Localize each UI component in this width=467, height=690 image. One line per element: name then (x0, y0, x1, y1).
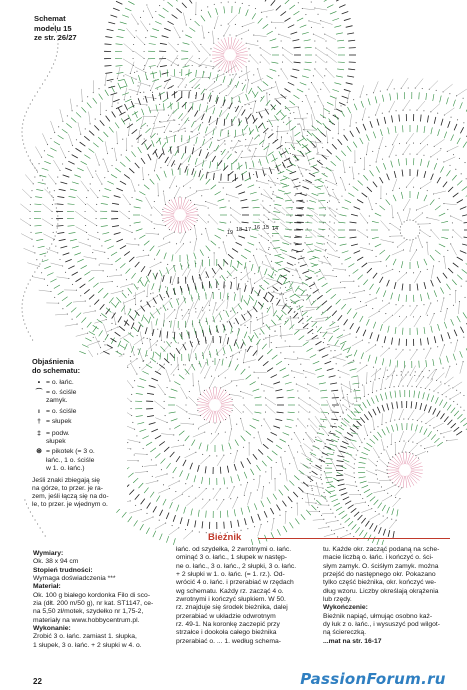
legend-note-line: zem, jeśli łączą się na do- (32, 493, 109, 501)
legend-title-line2: do schematu: (32, 366, 81, 375)
col2-line: wg schematu. Każdy rz. zacząć 4 o. (176, 587, 284, 595)
col2-line: strzałce i dookoła całego bieżnika (176, 629, 277, 637)
wykonczenie-line: Bieżnik napiąć, ułmując osobno każ- (323, 612, 433, 620)
legend-item-text: = o. łańc. (46, 379, 74, 386)
col2-line: rz. 49-1. Na koronkę zaczepić przy (176, 621, 280, 629)
legend-note-line: le, to przer. je wjednym o. (32, 501, 108, 509)
treble-crochet-icon: ‡ (37, 430, 41, 438)
legend-item-chain (32, 379, 127, 387)
section-rule (258, 538, 450, 539)
legend-item-text2: łańc., 1 o. ściśle (46, 456, 95, 464)
legend-item-slip-cont (32, 397, 127, 405)
page-number: 22 (33, 677, 42, 686)
legend-item-text2: słupek (46, 438, 66, 446)
picot-icon: ⊛ (36, 448, 42, 456)
footer-ref: ...mat na str. 16-17 (323, 637, 382, 645)
wykonczenie-label: Wykończenie: (323, 604, 368, 612)
legend-item-picot (32, 448, 127, 456)
stopien-label: Stopień trudności: (33, 566, 93, 574)
row-number-15: 15 (263, 225, 270, 231)
col3-line: przejść do następnego okr. Pokazano (323, 571, 436, 579)
legend-item-text: = słupek (46, 417, 72, 425)
wykonczenie-line: ną ściereczką. (323, 629, 367, 637)
wykonczenie-line: dy łuk z o. łańc., i wysuszyć pod wilgot- (323, 621, 441, 629)
legend-item-text: = pikotek (= 3 o. (46, 448, 95, 456)
wymiary-label: Wymiary: (33, 550, 64, 557)
col2-line: + 2 słupki w 1. o. łańc. (= 1. rz.). Od- (176, 571, 285, 579)
legend-item-text: = o. ściśle (46, 389, 77, 397)
schema-header-line1: Schemat (34, 14, 66, 23)
legend-item-text: = podw. (46, 430, 70, 438)
col2-line: wrócić 4 o. łańc. i przerabiać w rzędach (176, 579, 294, 587)
text-column-3 (323, 546, 463, 646)
crochet-motif (104, 0, 356, 181)
col3-line: macie liczbą o. łańc. i kończyć o. ści- (323, 554, 434, 562)
col2-line: ominąć 3 o. łańc., 1 słupek w następ- (176, 554, 288, 562)
legend-item-treble-cont (32, 438, 127, 446)
row-number-17: 17 (245, 227, 252, 233)
wymiary-value: Ok. 38 x 94 cm (33, 558, 79, 566)
legend-item-text3: w 1. o. łańc.) (46, 464, 85, 472)
schema-header (34, 14, 77, 43)
material-line: na 5,50 zł/motek, szydełko nr 1,75-2, (33, 608, 144, 616)
material-line: Ok. 100 g białego kordonka Filo di sco- (33, 591, 151, 599)
legend-item-picot-cont2 (32, 465, 127, 473)
legend-title-line1: Objaśnienia (32, 357, 74, 366)
col2-line: ne o. łańc., 3 o. łańc., 2 słupki, 3 o. łańc. (176, 562, 297, 570)
col2-line: przerabiać w układzie odwrotnym (176, 612, 276, 620)
legend-item-slip (32, 389, 127, 397)
col3-line: tylko część bieżnika, okr. kończyć we- (323, 579, 437, 587)
col2-line: przerabiać o. ... 1. według schema- (176, 637, 282, 645)
double-crochet-icon: † (37, 417, 41, 425)
row-number-16: 16 (254, 225, 261, 231)
legend-item-single (32, 408, 127, 416)
legend-item-treble (32, 430, 127, 438)
col3-line: dług wzoru. Liczby określają okrążenia (323, 587, 439, 595)
wykonanie-line: 1 słupek, 3 o. łańc. + 2 słupki w 4. o. (33, 641, 142, 649)
material-line: materiały na www.hobbycentrum.pl. (33, 616, 140, 624)
legend-item-text2: zamyk. (46, 397, 68, 405)
legend-note-line: Jeśli znaki zbiegają się (32, 477, 101, 485)
row-number-14: 14 (272, 226, 279, 232)
single-crochet-icon: ı (38, 407, 40, 415)
section-header (150, 532, 450, 544)
col2-line: łańc. od szydełka, 2 zwrotnymi o. łańc. (176, 546, 292, 553)
section-title: Bieżnik (208, 532, 242, 543)
legend-item-text: = o. ściśle (46, 407, 77, 415)
stopien-value: Wymaga doświadczenia *** (33, 575, 116, 583)
crochet-motif (300, 365, 467, 545)
schema-header-line3: ze str. 26/27 (34, 33, 77, 42)
material-label: Materiał: (33, 583, 61, 591)
col3-line: lub rzędy. (323, 596, 352, 604)
wykonanie-label: Wykonanie: (33, 625, 71, 633)
legend-item-double (32, 418, 127, 426)
material-line: zia (dłt. 200 m/50 g), nr kat. ST1147, ce- (33, 600, 154, 608)
wykonanie-line: Zrobić 3 o. łańc. zamiast 1. słupka, (33, 633, 137, 641)
text-column-2 (176, 546, 316, 646)
text-column-1 (33, 550, 170, 650)
col3-line: tu. Każde okr. zacząć podaną na sche- (323, 546, 440, 553)
row-number-19: 19 (227, 230, 234, 236)
legend-item-picot-cont (32, 457, 127, 465)
schema-header-line2: modelu 15 (34, 23, 72, 33)
chain-dot-icon: • (37, 379, 41, 386)
watermark-logo: PassionForum.ru (283, 669, 463, 688)
legend-note-line: na górze, to przer. je ra- (32, 485, 103, 493)
col3-line: słym zamyk. O. ściśłym zamyk. można (323, 562, 439, 570)
row-number-18: 18 (236, 227, 243, 233)
col2-line: rz. znajduje się środek bieżnika, dalej (176, 604, 288, 612)
col2-line: zwrotnymi i kończyć słupkiem. W 50. (176, 596, 286, 604)
legend (32, 357, 127, 509)
slip-stitch-icon: ⌒ (35, 389, 43, 397)
legend-note (32, 477, 127, 509)
